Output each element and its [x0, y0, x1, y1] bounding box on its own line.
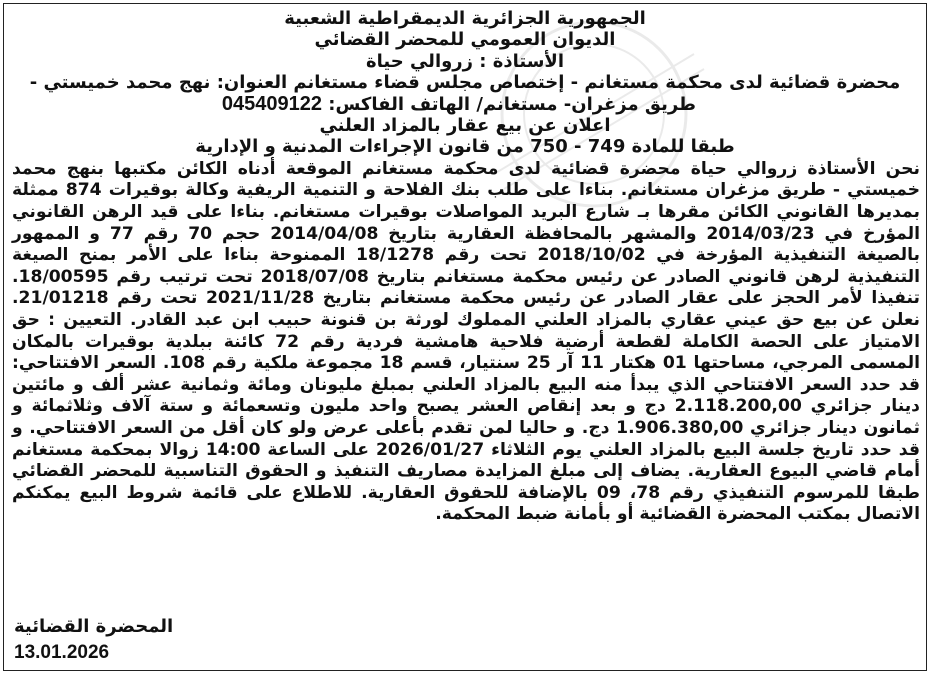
notice-header: [4, 4, 926, 158]
court-line: محضرة قضائية لدى محكمة مستغانم - إختصاص مجلس قضاء مستغانم العنوان: نهج محمد خميستي -: [29, 72, 901, 94]
phone-number: 045409122: [221, 92, 322, 115]
address-line: [4, 94, 926, 115]
address-text: طريق مزغران- مستغانم/ الهاتف الفاكس:: [328, 93, 696, 115]
signature-date: 13.01.2026: [14, 642, 110, 663]
signature-label: المحضرة القضائية: [14, 616, 174, 637]
office-line: الديوان العمومي للمحضر القضائي: [314, 29, 616, 51]
legal-notice: [3, 3, 927, 671]
notice-body: نحن الأستاذة زروالي حياة محضرة قضائية لدى محكمة مستغانم الموقعة أدناه الكائن مكتبها بنهج محمد خميستي - طريق مزغران مستغانم. بناءا على طلب بنك الفلاحة و التنمية الريفية وكالة بوقيرات 874 ممثلة بمديرها القانوني الكائن مقرها بـ شارع البريد المواصلات بوقيرات مستغانم. بناءا على قيد الرهن القانوني المؤرخ في 2014/03/23 والمشهر بالمحافظة العقارية بتاريخ 2014/04/08 حجم 70 رقم 77 و الممهور بالصيغة التنفيذية المؤرخة في 2018/10/02 تحت رقم 18/1278 الممنوحة بناءا على الأمر بمنح الصيغة التنفيذية لرهن قانوني الصادر عن رئيس محكمة مستغانم بتاريخ 2018/07/08 تحت ترتيب رقم 18/00595. تنفيذا لأمر الحجز على عقار الصادر عن رئيس محكمة مستغانم بتاريخ 2021/11/28 تحت رقم 21/01218. نعلن عن بيع حق عيني عقاري بالمزاد العلني المملوك لورثة بن قنونة حبيب ابن عبد القادر. التعيين : حق الامتياز على الحصة الكاملة لقطعة أرضية فلاحية هامشية فردية رقم 72 كائنة ببلدية بوقيرات بالمكان المسمى المرجي، مساحتها 01 هكتار 11 آر 25 سنتيار، قسم 18 مجموعة ملكية رقم 108. السعر الافتتاحي: قد حدد السعر الافتتاحي الذي يبدأ منه البيع بالمزاد العلني بمبلغ مليونان ومائة وثمانية عشر ألف و مائتين دينار جزائري 2.118.200,00 دج و بعد إنقاص العشر يصبح واحد مليون وتسعمائة و ستة آلاف وثلاثمائة و ثمانون دينار جزائري 1.906.380,00 دج. و حاليا لمن تقدم بأعلى عرض ولو كان أقل من السعر الافتتاحي. و قد حدد تاريخ جلسة البيع بالمزاد العلني يوم الثلاثاء 2026/01/27 على الساعة 14:00 زوالا بمحكمة مستغانم أمام قاضي البيوع العقارية. يضاف إلى مبلغ المزايدة مصاريف التنفيذ و الحقوق التناسبية للمحضر القضائي طبقا للمرسوم التنفيذي رقم 78، 09 بالإضافة للحقوق العقارية. للاطلاع على قائمة شروط البيع يمكنكم الاتصال بمكتب المحضرة القضائية أو بأمانة ضبط المحكمة.: [12, 158, 920, 525]
notice-title: اعلان عن بيع عقار بالمزاد العلني: [319, 115, 611, 137]
signature-block: [14, 614, 173, 666]
republic-line: الجمهورية الجزائرية الديمقراطية الشعبية: [284, 8, 646, 29]
legal-basis: طبقا للمادة 749 - 750 من قانون الإجراءات المدنية و الإدارية: [195, 136, 735, 158]
bailiff-name: الأستاذة : زروالي حياة: [366, 50, 564, 72]
